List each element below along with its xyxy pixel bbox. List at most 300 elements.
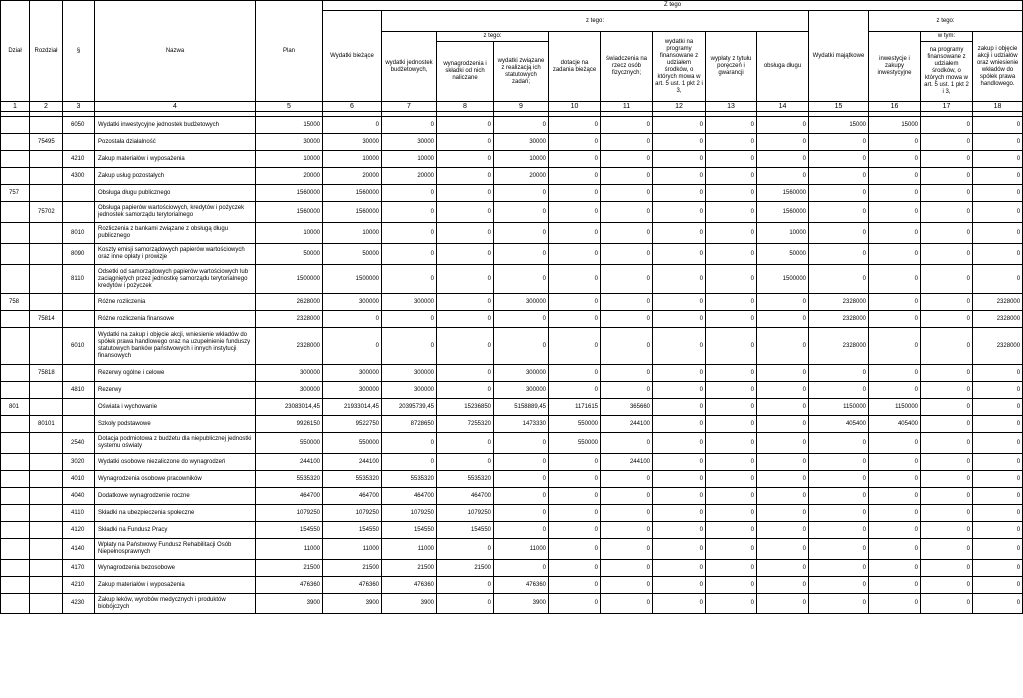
value-cell: 0 — [921, 365, 973, 382]
value-cell: 0 — [809, 168, 869, 185]
value-cell: 11000 — [494, 539, 549, 560]
value-cell: 0 — [757, 168, 809, 185]
value-cell: 0 — [809, 505, 869, 522]
value-cell: 0 — [549, 488, 601, 505]
value-cell: 0 — [809, 244, 869, 265]
value-cell: 1560000 — [256, 185, 323, 202]
value-cell: 1171615 — [549, 399, 601, 416]
value-cell: 0 — [653, 202, 706, 223]
table-row — [1, 577, 1023, 594]
paragraf-cell — [63, 294, 95, 311]
value-cell: 0 — [973, 454, 1023, 471]
value-cell: 0 — [757, 328, 809, 365]
value-cell: 21500 — [323, 560, 382, 577]
value-cell: 0 — [653, 382, 706, 399]
value-cell: 10000 — [256, 151, 323, 168]
value-cell: 0 — [549, 505, 601, 522]
value-cell: 0 — [601, 488, 653, 505]
table-row — [1, 365, 1023, 382]
value-cell: 2328000 — [809, 311, 869, 328]
nazwa-cell: Dodatkowe wynagrodzenie roczne — [95, 488, 256, 505]
value-cell: 5535320 — [437, 471, 494, 488]
header-akcje: zakup i objęcie akcji i udziałów oraz wniesienie wkładów do spółek prawa handlowego. — [973, 32, 1023, 102]
value-cell: 0 — [494, 185, 549, 202]
value-cell: 5535320 — [382, 471, 437, 488]
value-cell: 0 — [437, 365, 494, 382]
value-cell: 0 — [869, 328, 921, 365]
column-number: 6 — [323, 102, 382, 112]
value-cell: 0 — [653, 244, 706, 265]
value-cell: 0 — [706, 399, 757, 416]
value-cell: 0 — [921, 311, 973, 328]
header-wydatki-statutowe: wydatki związane z realizacją ich statutowych zadań; — [494, 42, 549, 102]
paragraf-cell: 8090 — [63, 244, 95, 265]
rozdzial-cell — [30, 539, 63, 560]
value-cell: 0 — [549, 471, 601, 488]
value-cell: 0 — [601, 328, 653, 365]
value-cell: 2328000 — [809, 328, 869, 365]
nazwa-cell: Wynagrodzenia bezosobowe — [95, 560, 256, 577]
paragraf-cell: 8010 — [63, 223, 95, 244]
value-cell: 20000 — [323, 168, 382, 185]
value-cell: 0 — [437, 594, 494, 614]
value-cell: 0 — [382, 202, 437, 223]
dzial-cell — [1, 328, 30, 365]
column-number: 12 — [653, 102, 706, 112]
table-row — [1, 433, 1023, 454]
column-number: 10 — [549, 102, 601, 112]
value-cell: 10000 — [494, 151, 549, 168]
value-cell: 0 — [601, 244, 653, 265]
value-cell: 365660 — [601, 399, 653, 416]
value-cell: 0 — [706, 202, 757, 223]
value-cell: 0 — [382, 265, 437, 294]
value-cell: 2328000 — [973, 294, 1023, 311]
paragraf-cell — [63, 365, 95, 382]
column-number: 9 — [494, 102, 549, 112]
table-row — [1, 416, 1023, 433]
rozdzial-cell — [30, 185, 63, 202]
value-cell: 0 — [921, 577, 973, 594]
table-row — [1, 134, 1023, 151]
nazwa-cell: Wydatki na zakup i objęcie akcji, wniesienie wkładów do spółek prawa handlowego oraz na uzupełnienie funduszy statutowych banków państwowych i innych instytucji finansowych — [95, 328, 256, 365]
value-cell: 0 — [494, 328, 549, 365]
value-cell: 0 — [809, 594, 869, 614]
value-cell: 0 — [382, 185, 437, 202]
value-cell: 0 — [601, 505, 653, 522]
value-cell: 244100 — [256, 454, 323, 471]
paragraf-cell — [63, 134, 95, 151]
value-cell: 0 — [869, 560, 921, 577]
nazwa-cell: Rozliczenia z bankami związane z obsługą długu publicznego — [95, 223, 256, 244]
value-cell: 0 — [921, 151, 973, 168]
value-cell: 0 — [921, 505, 973, 522]
value-cell: 5535320 — [256, 471, 323, 488]
nazwa-cell: Różne rozliczenia finansowe — [95, 311, 256, 328]
table-row — [1, 311, 1023, 328]
nazwa-cell: Odsetki od samorządowych papierów wartościowych lub zaciągniętych przez jednostkę samorządu terytorialnego kredytów i pożyczek — [95, 265, 256, 294]
value-cell: 0 — [653, 311, 706, 328]
value-cell: 0 — [653, 265, 706, 294]
nazwa-cell: Dotacja podmiotowa z budżetu dla niepublicznej jednostki systemu oświaty — [95, 433, 256, 454]
paragraf-cell: 4170 — [63, 560, 95, 577]
value-cell: 0 — [382, 433, 437, 454]
value-cell: 1079250 — [256, 505, 323, 522]
value-cell: 0 — [973, 244, 1023, 265]
value-cell: 0 — [382, 454, 437, 471]
value-cell: 0 — [869, 265, 921, 294]
value-cell: 0 — [549, 168, 601, 185]
value-cell: 0 — [973, 560, 1023, 577]
value-cell: 0 — [921, 328, 973, 365]
value-cell: 300000 — [323, 365, 382, 382]
value-cell: 0 — [653, 522, 706, 539]
value-cell: 0 — [437, 151, 494, 168]
paragraf-cell: 8110 — [63, 265, 95, 294]
value-cell: 0 — [809, 560, 869, 577]
value-cell: 3900 — [382, 594, 437, 614]
value-cell: 20000 — [256, 168, 323, 185]
value-cell: 476360 — [256, 577, 323, 594]
column-number: 11 — [601, 102, 653, 112]
dzial-cell — [1, 311, 30, 328]
paragraf-cell — [63, 399, 95, 416]
table-row — [1, 202, 1023, 223]
value-cell: 10000 — [256, 223, 323, 244]
value-cell: 0 — [869, 294, 921, 311]
paragraf-cell: 3020 — [63, 454, 95, 471]
value-cell: 2328000 — [809, 294, 869, 311]
value-cell: 0 — [494, 471, 549, 488]
value-cell: 11000 — [382, 539, 437, 560]
value-cell: 0 — [921, 244, 973, 265]
dzial-cell — [1, 244, 30, 265]
rozdzial-cell — [30, 505, 63, 522]
value-cell: 0 — [869, 185, 921, 202]
value-cell: 300000 — [256, 382, 323, 399]
value-cell: 1500000 — [256, 265, 323, 294]
table-row — [1, 560, 1023, 577]
value-cell: 0 — [757, 382, 809, 399]
value-cell: 0 — [973, 265, 1023, 294]
value-cell: 0 — [757, 454, 809, 471]
header-z-tego: Z tego — [323, 1, 1023, 11]
value-cell: 0 — [706, 185, 757, 202]
dzial-cell — [1, 560, 30, 577]
nazwa-cell: Składki na ubezpieczenia społeczne — [95, 505, 256, 522]
value-cell: 20000 — [494, 168, 549, 185]
table-row — [1, 471, 1023, 488]
header-z-tego-biezace: z tego: — [382, 11, 809, 32]
dzial-cell — [1, 382, 30, 399]
value-cell: 1079250 — [323, 505, 382, 522]
paragraf-cell: 4810 — [63, 382, 95, 399]
header-programy-majatkowe: na programy finansowane z udziałem środków, o których mowa w art. 5 ust. 1 pkt 2 i 3, — [921, 42, 973, 102]
value-cell: 0 — [706, 265, 757, 294]
dzial-cell — [1, 522, 30, 539]
value-cell: 0 — [973, 577, 1023, 594]
value-cell: 300000 — [256, 365, 323, 382]
value-cell: 0 — [973, 522, 1023, 539]
value-cell: 0 — [653, 505, 706, 522]
value-cell: 300000 — [323, 294, 382, 311]
value-cell: 0 — [549, 539, 601, 560]
value-cell: 0 — [809, 223, 869, 244]
value-cell: 0 — [706, 594, 757, 614]
value-cell: 550000 — [549, 416, 601, 433]
table-row — [1, 488, 1023, 505]
value-cell: 0 — [549, 134, 601, 151]
value-cell: 0 — [601, 168, 653, 185]
paragraf-cell — [63, 202, 95, 223]
dzial-cell — [1, 223, 30, 244]
value-cell: 0 — [653, 471, 706, 488]
value-cell: 0 — [706, 577, 757, 594]
rozdzial-cell — [30, 577, 63, 594]
rozdzial-cell: 75814 — [30, 311, 63, 328]
nazwa-cell: Różne rozliczenia — [95, 294, 256, 311]
value-cell: 0 — [653, 433, 706, 454]
value-cell: 0 — [921, 488, 973, 505]
value-cell: 0 — [706, 244, 757, 265]
value-cell: 0 — [869, 382, 921, 399]
value-cell: 0 — [653, 328, 706, 365]
value-cell: 0 — [706, 223, 757, 244]
paragraf-cell: 4010 — [63, 471, 95, 488]
value-cell: 300000 — [382, 365, 437, 382]
value-cell: 0 — [869, 168, 921, 185]
value-cell: 0 — [549, 365, 601, 382]
value-cell: 0 — [653, 223, 706, 244]
value-cell: 300000 — [323, 382, 382, 399]
value-cell: 0 — [757, 117, 809, 134]
rozdzial-cell — [30, 382, 63, 399]
header-rozdzial: Rozdział — [30, 1, 63, 102]
value-cell: 244100 — [323, 454, 382, 471]
value-cell: 0 — [706, 454, 757, 471]
value-cell: 30000 — [323, 134, 382, 151]
rozdzial-cell — [30, 471, 63, 488]
dzial-cell — [1, 454, 30, 471]
nazwa-cell: Koszty emisji samorządowych papierów wartościowych oraz inne opłaty i prowizje — [95, 244, 256, 265]
rozdzial-cell — [30, 117, 63, 134]
paragraf-cell: 4140 — [63, 539, 95, 560]
value-cell: 0 — [921, 433, 973, 454]
column-number: 8 — [437, 102, 494, 112]
value-cell: 0 — [973, 433, 1023, 454]
value-cell: 0 — [601, 202, 653, 223]
header-wydatki-jednostek: wydatki jednostek budżetowych, — [382, 32, 437, 102]
value-cell: 0 — [973, 168, 1023, 185]
dzial-cell — [1, 594, 30, 614]
column-number: 4 — [95, 102, 256, 112]
value-cell: 0 — [653, 294, 706, 311]
value-cell: 3900 — [494, 594, 549, 614]
paragraf-cell: 6050 — [63, 117, 95, 134]
value-cell: 0 — [973, 382, 1023, 399]
value-cell: 0 — [921, 416, 973, 433]
value-cell: 0 — [973, 488, 1023, 505]
value-cell: 21500 — [256, 560, 323, 577]
table-row — [1, 399, 1023, 416]
value-cell: 0 — [809, 522, 869, 539]
value-cell: 154550 — [256, 522, 323, 539]
value-cell: 0 — [869, 202, 921, 223]
value-cell: 0 — [706, 134, 757, 151]
value-cell: 50000 — [323, 244, 382, 265]
value-cell: 0 — [921, 454, 973, 471]
value-cell: 0 — [869, 134, 921, 151]
value-cell: 0 — [494, 560, 549, 577]
value-cell: 0 — [653, 117, 706, 134]
table-row — [1, 539, 1023, 560]
value-cell: 0 — [601, 594, 653, 614]
value-cell: 0 — [757, 294, 809, 311]
nazwa-cell: Obsługa długu publicznego — [95, 185, 256, 202]
nazwa-cell: Wydatki inwestycyjne jednostek budżetowych — [95, 117, 256, 134]
value-cell: 21933014,45 — [323, 399, 382, 416]
header-obsluga-dlugu: obsługa długu — [757, 32, 809, 102]
value-cell: 1500000 — [323, 265, 382, 294]
value-cell: 0 — [921, 202, 973, 223]
value-cell: 0 — [494, 311, 549, 328]
value-cell: 0 — [601, 433, 653, 454]
value-cell: 0 — [757, 522, 809, 539]
value-cell: 300000 — [494, 294, 549, 311]
value-cell: 0 — [706, 151, 757, 168]
value-cell: 476360 — [494, 577, 549, 594]
value-cell: 0 — [653, 151, 706, 168]
value-cell: 0 — [921, 560, 973, 577]
table-row — [1, 223, 1023, 244]
header-poreczenia: wypłaty z tytułu poręczeń i gwarancji — [706, 32, 757, 102]
value-cell: 0 — [973, 185, 1023, 202]
header-wydatki-majatkowe: Wydatki majątkowe — [809, 11, 869, 102]
nazwa-cell: Zakup usług pozostałych — [95, 168, 256, 185]
value-cell: 0 — [809, 151, 869, 168]
value-cell: 0 — [706, 560, 757, 577]
rozdzial-cell: 75818 — [30, 365, 63, 382]
value-cell: 0 — [757, 433, 809, 454]
value-cell: 0 — [653, 539, 706, 560]
table-row — [1, 505, 1023, 522]
value-cell: 0 — [653, 577, 706, 594]
value-cell: 0 — [921, 223, 973, 244]
table-row — [1, 454, 1023, 471]
value-cell: 0 — [706, 311, 757, 328]
column-number: 14 — [757, 102, 809, 112]
value-cell: 0 — [869, 365, 921, 382]
header-dotacje: dotacje na zadania bieżące — [549, 32, 601, 102]
value-cell: 0 — [973, 365, 1023, 382]
value-cell: 21500 — [437, 560, 494, 577]
value-cell: 0 — [437, 539, 494, 560]
value-cell: 0 — [601, 539, 653, 560]
value-cell: 2328000 — [256, 311, 323, 328]
nazwa-cell: Zakup leków, wyrobów medycznych i produktów biobójczych — [95, 594, 256, 614]
value-cell: 0 — [706, 382, 757, 399]
value-cell: 464700 — [382, 488, 437, 505]
table-row — [1, 151, 1023, 168]
value-cell: 0 — [921, 117, 973, 134]
value-cell: 0 — [494, 488, 549, 505]
column-number: 15 — [809, 102, 869, 112]
value-cell: 0 — [549, 560, 601, 577]
value-cell: 0 — [653, 399, 706, 416]
nazwa-cell: Szkoły podstawowe — [95, 416, 256, 433]
header-swiadczenia: świadczenia na rzecz osób fizycznych; — [601, 32, 653, 102]
value-cell: 0 — [706, 539, 757, 560]
value-cell: 0 — [323, 117, 382, 134]
header-paragraf: § — [63, 1, 95, 102]
column-number: 17 — [921, 102, 973, 112]
dzial-cell — [1, 539, 30, 560]
value-cell: 3900 — [256, 594, 323, 614]
rozdzial-cell — [30, 168, 63, 185]
value-cell: 10000 — [323, 151, 382, 168]
value-cell: 0 — [549, 202, 601, 223]
value-cell: 0 — [601, 382, 653, 399]
value-cell: 0 — [653, 416, 706, 433]
value-cell: 464700 — [323, 488, 382, 505]
column-number: 7 — [382, 102, 437, 112]
value-cell: 0 — [757, 365, 809, 382]
table-row — [1, 265, 1023, 294]
rozdzial-cell — [30, 560, 63, 577]
value-cell: 30000 — [494, 134, 549, 151]
value-cell: 0 — [869, 151, 921, 168]
column-number: 16 — [869, 102, 921, 112]
value-cell: 154550 — [323, 522, 382, 539]
value-cell: 0 — [869, 488, 921, 505]
value-cell: 0 — [921, 594, 973, 614]
value-cell: 0 — [437, 265, 494, 294]
value-cell: 0 — [437, 117, 494, 134]
value-cell: 0 — [706, 471, 757, 488]
value-cell: 0 — [973, 539, 1023, 560]
value-cell: 21500 — [382, 560, 437, 577]
header-wydatki-biezace: Wydatki bieżące — [323, 11, 382, 102]
value-cell: 0 — [653, 560, 706, 577]
dzial-cell: 758 — [1, 294, 30, 311]
value-cell: 0 — [869, 454, 921, 471]
value-cell: 0 — [869, 577, 921, 594]
value-cell: 9522750 — [323, 416, 382, 433]
value-cell: 10000 — [757, 223, 809, 244]
value-cell: 1500000 — [757, 265, 809, 294]
value-cell: 15000 — [809, 117, 869, 134]
value-cell: 8728650 — [382, 416, 437, 433]
value-cell: 0 — [706, 488, 757, 505]
paragraf-cell: 6010 — [63, 328, 95, 365]
value-cell: 0 — [601, 294, 653, 311]
value-cell: 0 — [757, 539, 809, 560]
nazwa-cell: Pozostała działalność — [95, 134, 256, 151]
value-cell: 0 — [973, 151, 1023, 168]
value-cell: 0 — [653, 168, 706, 185]
value-cell: 0 — [757, 151, 809, 168]
value-cell: 0 — [437, 185, 494, 202]
value-cell: 0 — [601, 522, 653, 539]
paragraf-cell — [63, 311, 95, 328]
value-cell: 550000 — [323, 433, 382, 454]
value-cell: 0 — [549, 522, 601, 539]
value-cell: 0 — [706, 505, 757, 522]
rozdzial-cell — [30, 151, 63, 168]
rozdzial-cell — [30, 399, 63, 416]
value-cell: 0 — [809, 134, 869, 151]
nazwa-cell: Zakup materiałów i wyposażenia — [95, 151, 256, 168]
